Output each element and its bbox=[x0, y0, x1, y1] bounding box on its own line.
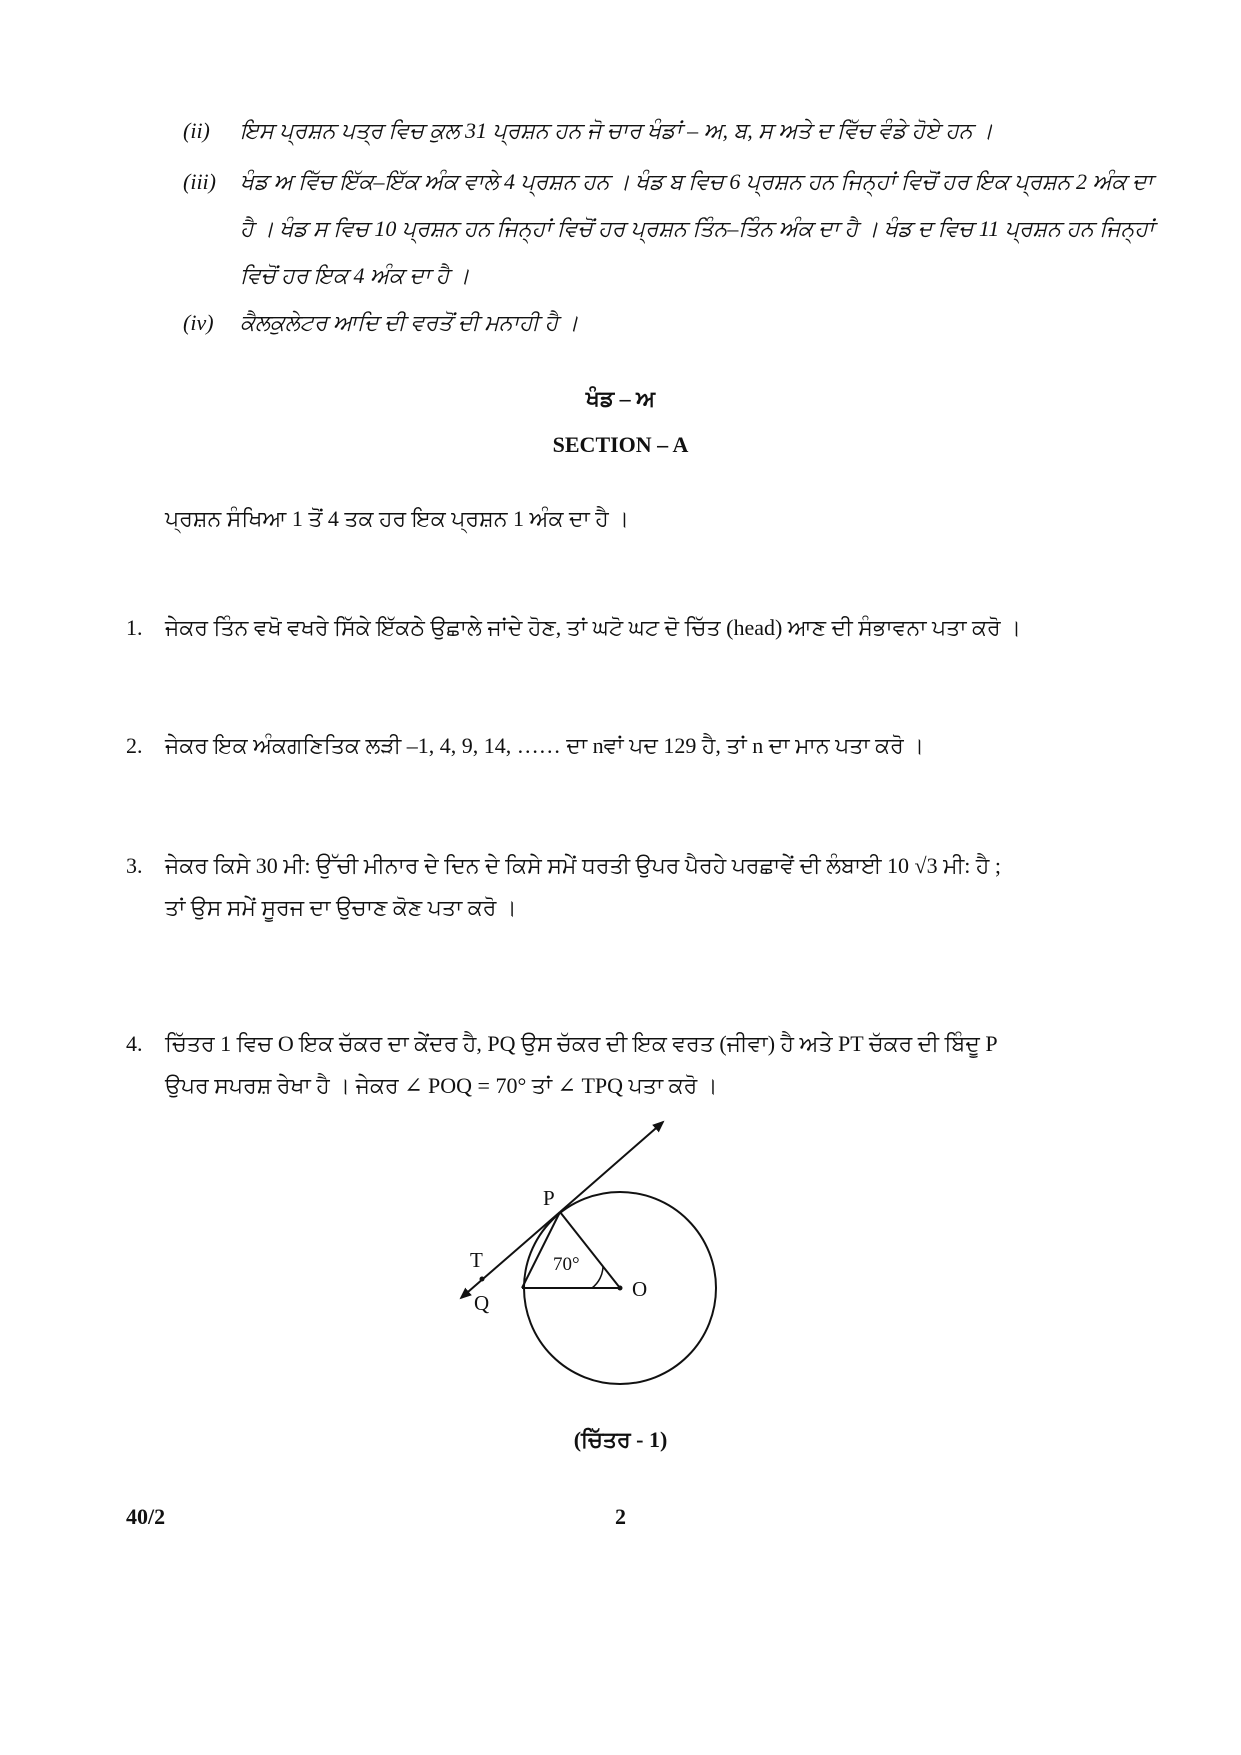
instruction-text: ਇਸ ਪ੍ਰਸ਼ਨ ਪਤ੍ਰ ਵਿਚ ਕੁਲ 31 ਪ੍ਰਸ਼ਨ ਹਨ ਜੋ ਚਾਰ ਖੰਡਾਂ – ਅ, ਬ, ਸ ਅਤੇ ਦ ਵਿੱਚ ਵੰਡੇ ਹੋਏ ਹਨ । bbox=[240, 118, 993, 143]
radius-op bbox=[560, 1212, 620, 1288]
page-number: 2 bbox=[615, 1504, 626, 1529]
section-heading-english: SECTION – A bbox=[552, 432, 689, 457]
question-text: ਜੇਕਰ ਤਿੰਨ ਵਖੋ ਵਖਰੇ ਸਿੱਕੇ ਇੱਕਠੇ ਉਛਾਲੇ ਜਾਂਦੇ ਹੋਣ, ਤਾਂ ਘਟੋ ਘਟ ਦੋ ਚਿੱਤ (head) ਆਣ ਦੀ ਸੰਭਾਵਨਾ ਪਤਾ ਕਰੋ । bbox=[165, 615, 1022, 640]
question-number: 3. bbox=[126, 853, 143, 878]
section-heading-punjabi: ਖੰਡ – ਅ bbox=[585, 386, 656, 411]
question-text: ਜੇਕਰ ਇਕ ਅੰਕਗਣਿਤਿਕ ਲੜੀ –1, 4, 9, 14, …… ਦਾ nਵਾਂ ਪਦ 129 ਹੈ, ਤਾਂ n ਦਾ ਮਾਨ ਪਤਾ ਕਰੋ । bbox=[165, 733, 925, 758]
tangent-ray-upper bbox=[560, 1122, 663, 1212]
instruction-text: ਵਿਚੋਂ ਹਰ ਇਕ 4 ਅੰਕ ਦਾ ਹੈ । bbox=[240, 263, 470, 288]
center-point bbox=[618, 1286, 623, 1291]
question-text: ਚਿੱਤਰ 1 ਵਿਚ O ਇਕ ਚੱਕਰ ਦਾ ਕੇਂਦਰ ਹੈ, PQ ਉਸ ਚੱਕਰ ਦੀ ਇਕ ਵਰਤ (ਜੀਵਾ) ਹੈ ਅਤੇ PT ਚੱਕਰ ਦੀ ਬਿੰਦੂ P bbox=[165, 1031, 998, 1056]
instruction-number: (ii) bbox=[183, 118, 210, 143]
label-o: O bbox=[632, 1277, 648, 1301]
question-text: ਤਾਂ ਉਸ ਸਮੇਂ ਸੂਰਜ ਦਾ ਉਚਾਣ ਕੋਣ ਪਤਾ ਕਰੋ । bbox=[165, 895, 517, 920]
label-t: T bbox=[470, 1248, 483, 1272]
paper-code: 40/2 bbox=[126, 1504, 166, 1529]
figure-caption: (ਚਿੱਤਰ - 1) bbox=[573, 1427, 668, 1452]
question-text: ਜੇਕਰ ਕਿਸੇ 30 ਮੀ: ਉੱਚੀ ਮੀਨਾਰ ਦੇ ਦਿਨ ਦੇ ਕਿਸੇ ਸਮੇਂ ਧਰਤੀ ਉਪਰ ਪੈਰਹੇ ਪਰਛਾਵੇਂ ਦੀ ਲੰਬਾਈ 10 √3 ਮੀ: ਹੈ ; bbox=[165, 853, 1001, 878]
instruction-text: ਹੈ । ਖੰਡ ਸ ਵਿਚ 10 ਪ੍ਰਸ਼ਨ ਹਨ ਜਿਨ੍ਹਾਂ ਵਿਚੋਂ ਹਰ ਪ੍ਰਸ਼ਨ ਤਿੰਨ–ਤਿੰਨ ਅੰਕ ਦਾ ਹੈ । ਖੰਡ ਦ ਵਿਚ 11 ਪ੍ਰਸ਼ਨ ਹਨ ਜਿਨ੍ਹਾਂ bbox=[240, 216, 1155, 241]
chord-pq bbox=[522, 1212, 560, 1288]
instruction-text: ਖੰਡ ਅ ਵਿੱਚ ਇੱਕ–ਇੱਕ ਅੰਕ ਵਾਲੇ 4 ਪ੍ਰਸ਼ਨ ਹਨ । ਖੰਡ ਬ ਵਿਚ 6 ਪ੍ਰਸ਼ਨ ਹਨ ਜਿਨ੍ਹਾਂ ਵਿਚੋਂ ਹਰ ਇਕ ਪ੍ਰਸ਼ਨ 2 ਅੰਕ ਦਾ bbox=[240, 169, 1153, 194]
question-number: 2. bbox=[126, 733, 143, 758]
label-p: P bbox=[543, 1186, 555, 1210]
instruction-number: (iv) bbox=[183, 310, 214, 335]
question-number: 1. bbox=[126, 615, 143, 640]
question-text: ਉਪਰ ਸਪਰਸ਼ ਰੇਖਾ ਹੈ । ਜੇਕਰ ∠ POQ = 70° ਤਾਂ ∠ TPQ ਪਤਾ ਕਰੋ । bbox=[165, 1073, 718, 1098]
label-q: Q bbox=[474, 1291, 490, 1315]
circle-tangent-figure bbox=[440, 1110, 760, 1400]
instruction-text: ਕੈਲਕੁਲੇਟਰ ਆਦਿ ਦੀ ਵਰਤੋਂ ਦੀ ਮਨਾਹੀ ਹੈ । bbox=[240, 310, 579, 335]
label-angle: 70° bbox=[553, 1254, 580, 1275]
angle-arc bbox=[592, 1266, 603, 1288]
instruction-number: (iii) bbox=[183, 169, 216, 194]
point-t bbox=[480, 1277, 485, 1282]
question-number: 4. bbox=[126, 1031, 143, 1056]
section-note: ਪ੍ਰਸ਼ਨ ਸੰਖਿਆ 1 ਤੋਂ 4 ਤਕ ਹਰ ਇਕ ਪ੍ਰਸ਼ਨ 1 ਅੰਕ ਦਾ ਹੈ । bbox=[165, 506, 630, 531]
